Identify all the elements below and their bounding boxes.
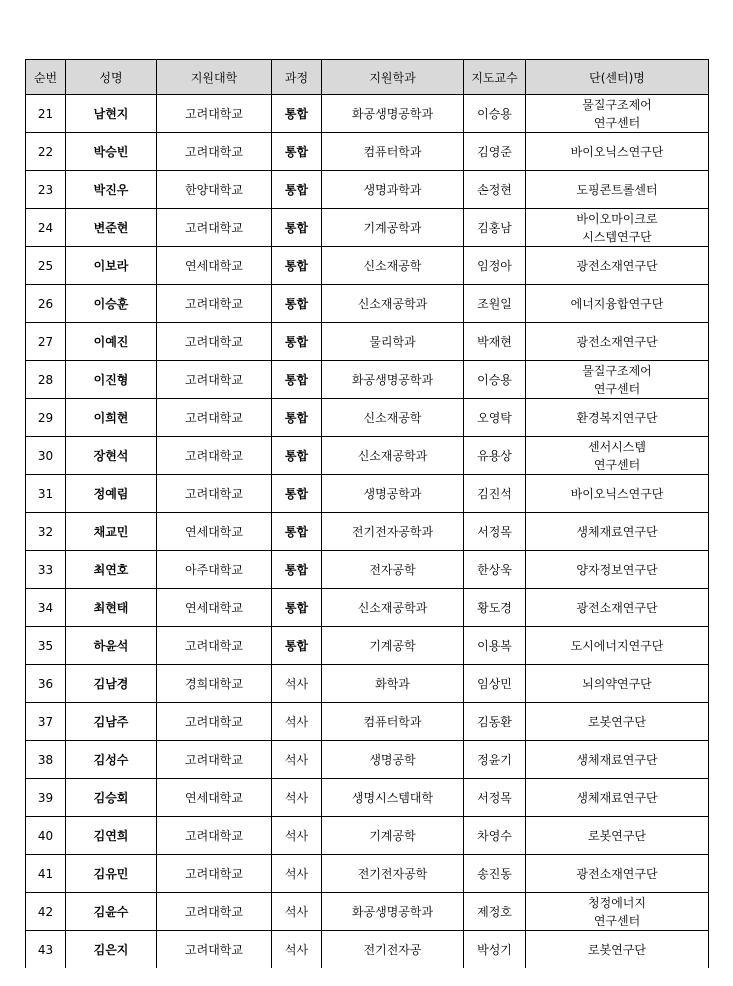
student-name: 채교민 — [66, 513, 157, 551]
student-roster-table — [25, 59, 709, 968]
program-cell: 통합 — [272, 589, 322, 627]
advisor-cell: 이용복 — [464, 627, 526, 665]
student-name: 김연희 — [66, 817, 157, 855]
row-number: 39 — [26, 779, 66, 817]
program-cell: 석사 — [272, 703, 322, 741]
row-number: 40 — [26, 817, 66, 855]
center-cell: 도핑콘트롤센터 — [526, 171, 709, 209]
row-number: 43 — [26, 931, 66, 969]
center-cell: 광전소재연구단 — [526, 855, 709, 893]
header-university: 지원대학 — [157, 60, 272, 95]
advisor-cell: 황도경 — [464, 589, 526, 627]
student-name: 김남경 — [66, 665, 157, 703]
table-row — [26, 399, 709, 437]
program-cell: 통합 — [272, 247, 322, 285]
row-number: 28 — [26, 361, 66, 399]
department-cell: 생명시스템대학 — [322, 779, 464, 817]
student-name: 이예진 — [66, 323, 157, 361]
row-number: 23 — [26, 171, 66, 209]
row-number: 42 — [26, 893, 66, 931]
student-name: 김성수 — [66, 741, 157, 779]
table-row — [26, 665, 709, 703]
table-row — [26, 285, 709, 323]
program-cell: 통합 — [272, 95, 322, 133]
department-cell: 컴퓨터학과 — [322, 133, 464, 171]
department-cell: 화공생명공학과 — [322, 361, 464, 399]
university-cell: 고려대학교 — [157, 437, 272, 475]
student-name: 이승훈 — [66, 285, 157, 323]
advisor-cell: 한상욱 — [464, 551, 526, 589]
row-number: 37 — [26, 703, 66, 741]
table-row — [26, 703, 709, 741]
student-name: 변준현 — [66, 209, 157, 247]
table-row — [26, 209, 709, 247]
university-cell: 고려대학교 — [157, 931, 272, 969]
advisor-cell: 김진석 — [464, 475, 526, 513]
row-number: 36 — [26, 665, 66, 703]
university-cell: 연세대학교 — [157, 513, 272, 551]
department-cell: 기계공학 — [322, 817, 464, 855]
table-row — [26, 323, 709, 361]
table-row — [26, 513, 709, 551]
table-row — [26, 931, 709, 969]
program-cell: 석사 — [272, 779, 322, 817]
advisor-cell: 서정목 — [464, 513, 526, 551]
header-center: 단(센터)명 — [526, 60, 709, 95]
student-name: 정예림 — [66, 475, 157, 513]
row-number: 26 — [26, 285, 66, 323]
university-cell: 고려대학교 — [157, 817, 272, 855]
row-number: 34 — [26, 589, 66, 627]
center-cell: 바이오닉스연구단 — [526, 475, 709, 513]
row-number: 41 — [26, 855, 66, 893]
header-advisor: 지도교수 — [464, 60, 526, 95]
header-department: 지원학과 — [322, 60, 464, 95]
advisor-cell: 박재현 — [464, 323, 526, 361]
university-cell: 고려대학교 — [157, 133, 272, 171]
advisor-cell: 차영수 — [464, 817, 526, 855]
center-cell: 바이오닉스연구단 — [526, 133, 709, 171]
row-number: 22 — [26, 133, 66, 171]
student-name: 최연호 — [66, 551, 157, 589]
student-name: 남현지 — [66, 95, 157, 133]
center-cell: 양자정보연구단 — [526, 551, 709, 589]
table-row — [26, 361, 709, 399]
university-cell: 고려대학교 — [157, 95, 272, 133]
center-cell: 물질구조제어 연구센터 — [526, 95, 709, 133]
row-number: 24 — [26, 209, 66, 247]
center-cell: 광전소재연구단 — [526, 247, 709, 285]
university-cell: 아주대학교 — [157, 551, 272, 589]
student-name: 김승회 — [66, 779, 157, 817]
row-number: 33 — [26, 551, 66, 589]
center-cell: 광전소재연구단 — [526, 323, 709, 361]
row-number: 31 — [26, 475, 66, 513]
center-cell: 생체재료연구단 — [526, 779, 709, 817]
advisor-cell: 오영탁 — [464, 399, 526, 437]
department-cell: 신소재공학과 — [322, 285, 464, 323]
student-name: 박진우 — [66, 171, 157, 209]
table-row — [26, 779, 709, 817]
program-cell: 석사 — [272, 741, 322, 779]
program-cell: 통합 — [272, 209, 322, 247]
university-cell: 고려대학교 — [157, 209, 272, 247]
university-cell: 고려대학교 — [157, 475, 272, 513]
department-cell: 전기전자공 — [322, 931, 464, 969]
advisor-cell: 김영준 — [464, 133, 526, 171]
row-number: 35 — [26, 627, 66, 665]
table-row — [26, 247, 709, 285]
table-row — [26, 627, 709, 665]
university-cell: 연세대학교 — [157, 589, 272, 627]
department-cell: 기계공학과 — [322, 209, 464, 247]
advisor-cell: 김홍남 — [464, 209, 526, 247]
department-cell: 생명과학과 — [322, 171, 464, 209]
table-row — [26, 551, 709, 589]
university-cell: 고려대학교 — [157, 285, 272, 323]
university-cell: 경희대학교 — [157, 665, 272, 703]
department-cell: 전기전자공학과 — [322, 513, 464, 551]
department-cell: 신소재공학과 — [322, 437, 464, 475]
row-number: 38 — [26, 741, 66, 779]
table-row — [26, 171, 709, 209]
advisor-cell: 임정아 — [464, 247, 526, 285]
university-cell: 연세대학교 — [157, 247, 272, 285]
table-row — [26, 589, 709, 627]
student-name: 김은지 — [66, 931, 157, 969]
table-row — [26, 475, 709, 513]
university-cell: 고려대학교 — [157, 893, 272, 931]
program-cell: 통합 — [272, 171, 322, 209]
row-number: 21 — [26, 95, 66, 133]
row-number: 32 — [26, 513, 66, 551]
university-cell: 고려대학교 — [157, 399, 272, 437]
student-name: 이보라 — [66, 247, 157, 285]
university-cell: 한양대학교 — [157, 171, 272, 209]
department-cell: 생명공학과 — [322, 475, 464, 513]
advisor-cell: 송진동 — [464, 855, 526, 893]
student-name: 김윤수 — [66, 893, 157, 931]
center-cell: 로봇연구단 — [526, 817, 709, 855]
program-cell: 통합 — [272, 285, 322, 323]
program-cell: 석사 — [272, 817, 322, 855]
department-cell: 생명공학 — [322, 741, 464, 779]
department-cell: 컴퓨터학과 — [322, 703, 464, 741]
table-row — [26, 817, 709, 855]
advisor-cell: 유용상 — [464, 437, 526, 475]
center-cell: 물질구조제어 연구센터 — [526, 361, 709, 399]
student-name: 하윤석 — [66, 627, 157, 665]
table-row — [26, 95, 709, 133]
header-name: 성명 — [66, 60, 157, 95]
student-name: 이희현 — [66, 399, 157, 437]
program-cell: 통합 — [272, 551, 322, 589]
program-cell: 석사 — [272, 665, 322, 703]
center-cell: 뇌의약연구단 — [526, 665, 709, 703]
table-row — [26, 893, 709, 931]
student-name: 이진형 — [66, 361, 157, 399]
center-cell: 센서시스템 연구센터 — [526, 437, 709, 475]
program-cell: 통합 — [272, 323, 322, 361]
row-number: 27 — [26, 323, 66, 361]
program-cell: 통합 — [272, 133, 322, 171]
department-cell: 신소재공학 — [322, 247, 464, 285]
program-cell: 통합 — [272, 399, 322, 437]
department-cell: 화공생명공학과 — [322, 893, 464, 931]
department-cell: 전기전자공학 — [322, 855, 464, 893]
department-cell: 화공생명공학과 — [322, 95, 464, 133]
university-cell: 고려대학교 — [157, 323, 272, 361]
advisor-cell: 이승용 — [464, 95, 526, 133]
row-number: 25 — [26, 247, 66, 285]
advisor-cell: 임상민 — [464, 665, 526, 703]
advisor-cell: 제정호 — [464, 893, 526, 931]
advisor-cell: 조원일 — [464, 285, 526, 323]
department-cell: 신소재공학 — [322, 399, 464, 437]
roster-body — [26, 95, 709, 969]
university-cell: 고려대학교 — [157, 855, 272, 893]
program-cell: 통합 — [272, 513, 322, 551]
student-name: 최현태 — [66, 589, 157, 627]
advisor-cell: 이승용 — [464, 361, 526, 399]
row-number: 30 — [26, 437, 66, 475]
program-cell: 석사 — [272, 855, 322, 893]
student-name: 김남주 — [66, 703, 157, 741]
row-number: 29 — [26, 399, 66, 437]
center-cell: 바이오마이크로 시스템연구단 — [526, 209, 709, 247]
student-name: 박승빈 — [66, 133, 157, 171]
program-cell: 통합 — [272, 475, 322, 513]
university-cell: 고려대학교 — [157, 741, 272, 779]
student-name: 김유민 — [66, 855, 157, 893]
advisor-cell: 박성기 — [464, 931, 526, 969]
center-cell: 생체재료연구단 — [526, 741, 709, 779]
university-cell: 고려대학교 — [157, 703, 272, 741]
center-cell: 에너지융합연구단 — [526, 285, 709, 323]
table-row — [26, 741, 709, 779]
center-cell: 환경복지연구단 — [526, 399, 709, 437]
program-cell: 석사 — [272, 931, 322, 969]
department-cell: 물리학과 — [322, 323, 464, 361]
center-cell: 도시에너지연구단 — [526, 627, 709, 665]
center-cell: 로봇연구단 — [526, 703, 709, 741]
advisor-cell: 정윤기 — [464, 741, 526, 779]
header-program: 과정 — [272, 60, 322, 95]
table-row — [26, 437, 709, 475]
advisor-cell: 김동환 — [464, 703, 526, 741]
department-cell: 신소재공학과 — [322, 589, 464, 627]
table-row — [26, 133, 709, 171]
department-cell: 기계공학 — [322, 627, 464, 665]
advisor-cell: 손정현 — [464, 171, 526, 209]
program-cell: 석사 — [272, 893, 322, 931]
department-cell: 화학과 — [322, 665, 464, 703]
department-cell: 전자공학 — [322, 551, 464, 589]
advisor-cell: 서정목 — [464, 779, 526, 817]
program-cell: 통합 — [272, 627, 322, 665]
header-no: 순번 — [26, 60, 66, 95]
center-cell: 생체재료연구단 — [526, 513, 709, 551]
center-cell: 광전소재연구단 — [526, 589, 709, 627]
university-cell: 연세대학교 — [157, 779, 272, 817]
university-cell: 고려대학교 — [157, 627, 272, 665]
header-row — [26, 60, 709, 95]
student-name: 장현석 — [66, 437, 157, 475]
program-cell: 통합 — [272, 437, 322, 475]
program-cell: 통합 — [272, 361, 322, 399]
center-cell: 로봇연구단 — [526, 931, 709, 969]
center-cell: 청정에너지 연구센터 — [526, 893, 709, 931]
university-cell: 고려대학교 — [157, 361, 272, 399]
table-row — [26, 855, 709, 893]
